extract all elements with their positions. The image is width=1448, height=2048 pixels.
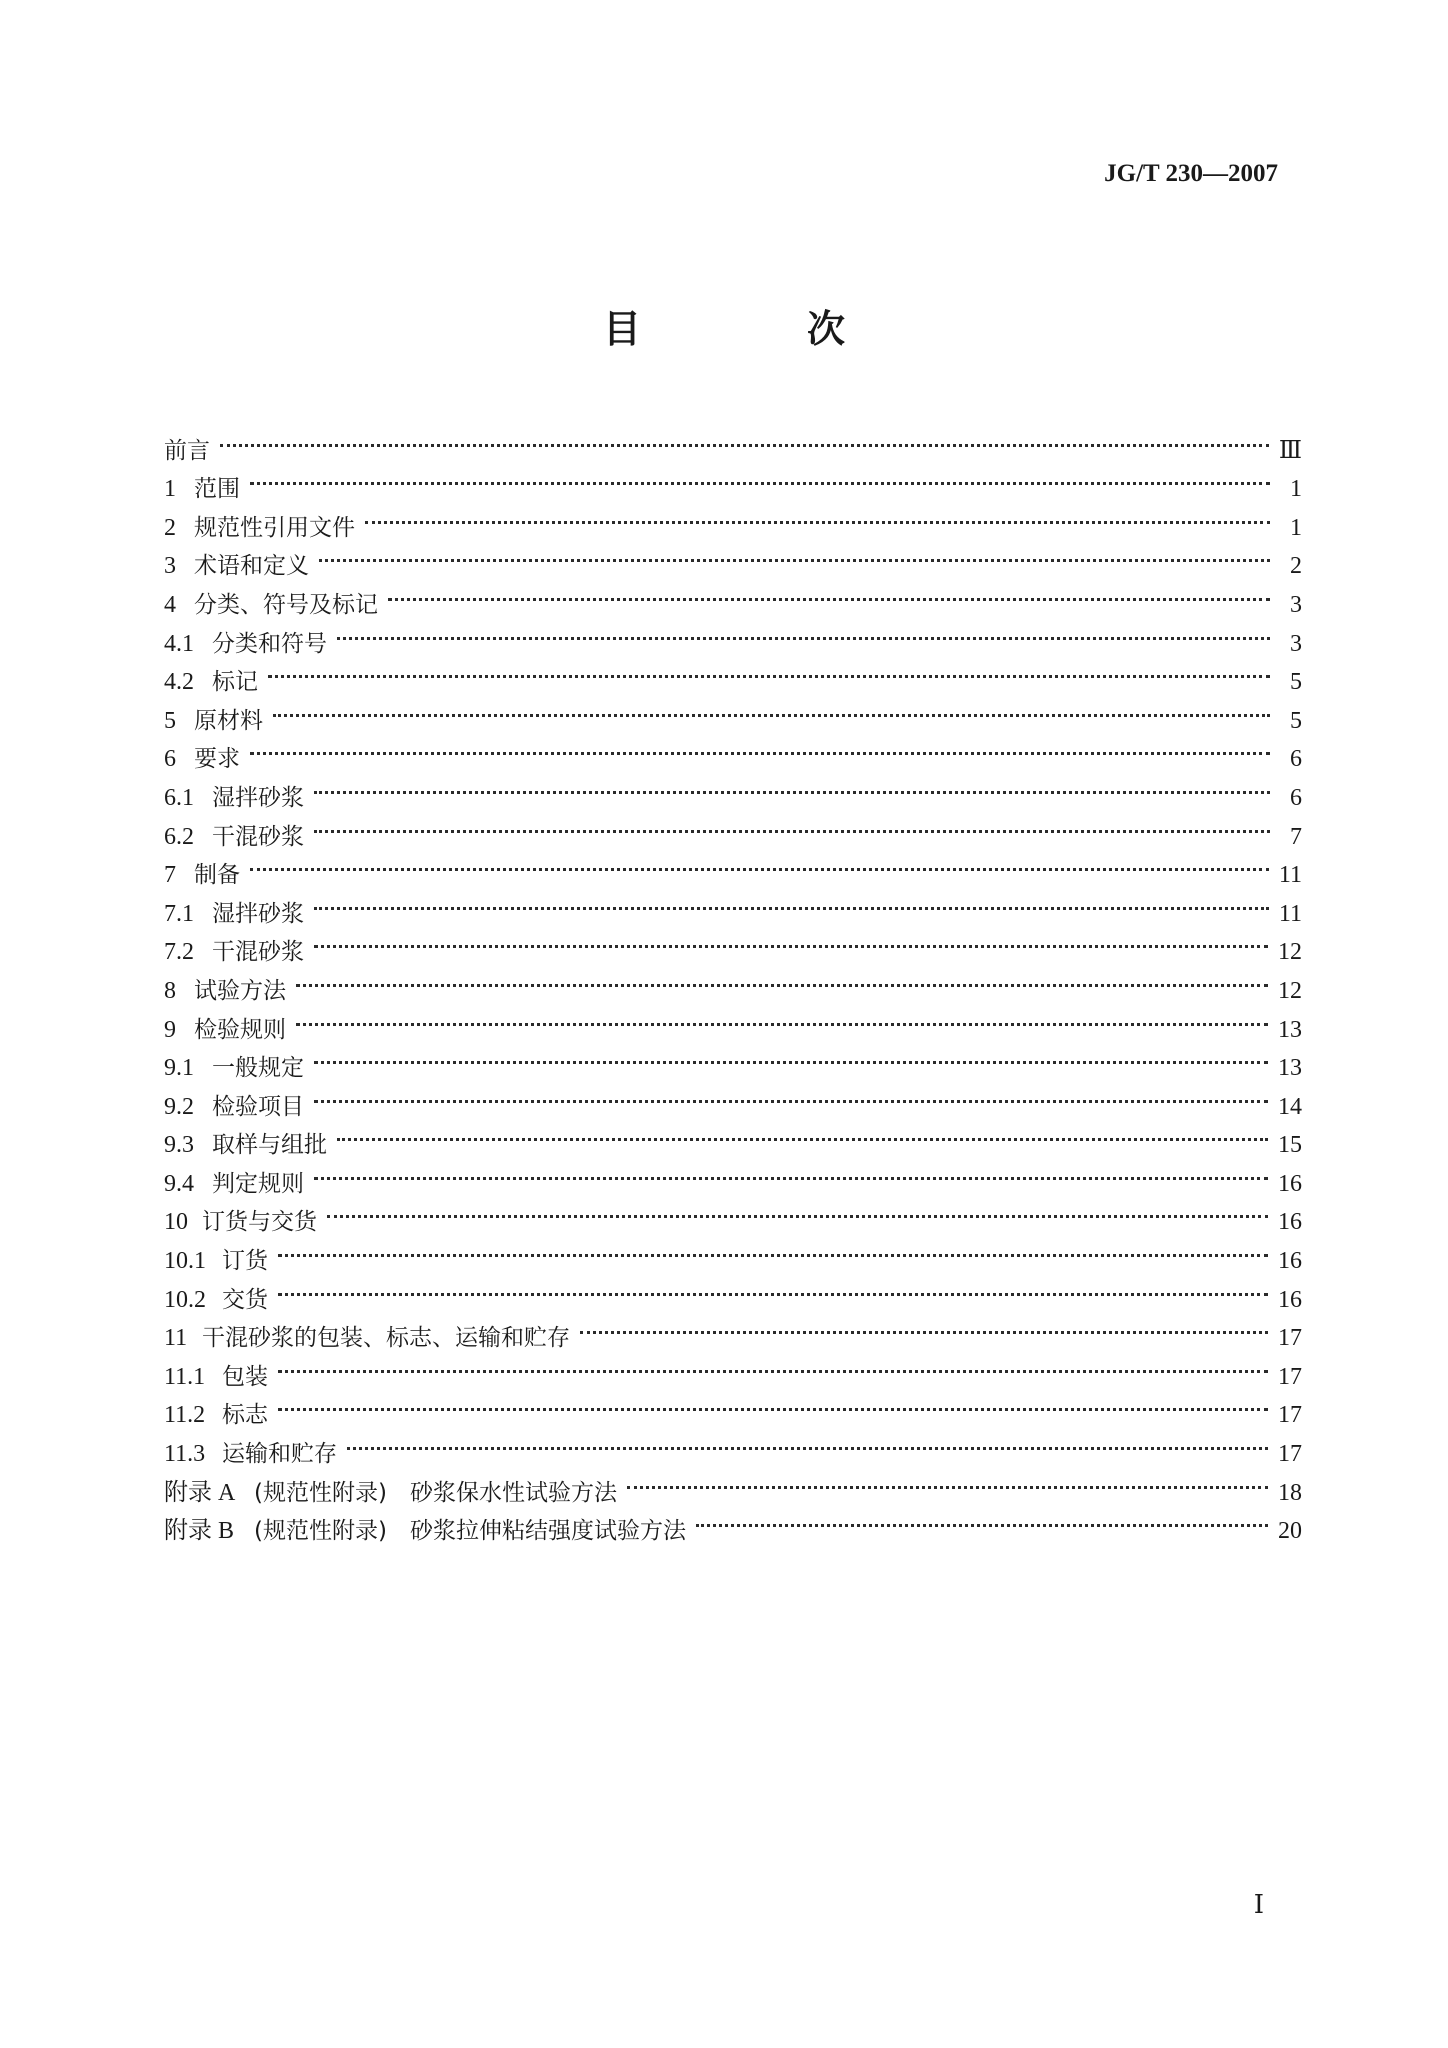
toc-entry-page: Ⅲ	[1278, 437, 1302, 464]
toc-entry-page: 11	[1278, 900, 1302, 927]
toc-entry-number: 11.3	[164, 1441, 206, 1468]
toc-entry[interactable]	[164, 1075, 1302, 1120]
toc-leader-dots	[696, 1500, 1268, 1539]
toc-entry-number: 7.1	[164, 900, 194, 927]
toc-entry-label: 干混砂浆的包装、标志、运输和贮存	[202, 1325, 570, 1352]
toc-entry[interactable]	[164, 1422, 1302, 1468]
toc-leader-dots	[296, 959, 1268, 998]
toc-entry[interactable]	[164, 419, 1302, 464]
toc-entry[interactable]	[164, 1384, 1302, 1429]
page-number: Ⅰ	[1253, 1890, 1264, 1919]
toc-leader-dots	[314, 1152, 1268, 1191]
toc-leader-dots	[627, 1461, 1268, 1500]
toc-entry-number: 10.1	[164, 1248, 206, 1275]
toc-entry-label: 分类和符号	[212, 630, 327, 657]
toc-leader-dots	[347, 1422, 1268, 1461]
toc-entry-number: 2	[164, 514, 176, 541]
toc-entry-label: 运输和贮存	[222, 1441, 337, 1468]
toc-entry-number: 8	[164, 977, 176, 1004]
toc-entry[interactable]	[164, 1268, 1302, 1313]
toc-entry[interactable]	[164, 689, 1302, 734]
toc-leader-dots	[273, 689, 1270, 728]
toc-entry-number: 11.1	[164, 1363, 206, 1390]
toc-entry-page: 3	[1290, 630, 1302, 657]
toc-entry-page: 18	[1278, 1479, 1302, 1506]
toc-leader-dots	[314, 882, 1269, 921]
toc-entry-number: 11.2	[164, 1402, 206, 1429]
toc-entry-page: 20	[1278, 1518, 1302, 1545]
toc-entry-label: 制备	[194, 862, 240, 889]
toc-entry-number: 附录 B	[164, 1518, 235, 1545]
toc-entry-number: 7.2	[164, 939, 194, 966]
toc-entry-page: 17	[1278, 1325, 1302, 1352]
toc-entry-page: 2	[1290, 553, 1302, 580]
toc-entry-number: 9.1	[164, 1055, 194, 1082]
toc-entry-number: 附录 A	[164, 1479, 236, 1506]
toc-leader-dots	[268, 651, 1270, 690]
toc-entry-page: 17	[1278, 1402, 1302, 1429]
toc-entry-page: 11	[1278, 862, 1302, 889]
toc-leader-dots	[278, 1345, 1268, 1384]
toc-entry-number: 9	[164, 1016, 176, 1043]
toc-entry-label: 一般规定	[212, 1055, 304, 1082]
toc-leader-dots	[220, 419, 1269, 458]
toc-entry[interactable]	[164, 959, 1302, 1004]
toc-entry-number: 4	[164, 591, 176, 618]
toc-entry-label: 干混砂浆	[212, 939, 304, 966]
toc-leader-dots	[337, 1114, 1268, 1153]
toc-leader-dots	[314, 805, 1270, 844]
toc-entry[interactable]	[164, 844, 1302, 889]
toc-leader-dots	[388, 573, 1270, 612]
toc-entry-label: 取样与组批	[212, 1132, 327, 1159]
toc-leader-dots	[278, 1268, 1268, 1307]
toc-leader-dots	[250, 844, 1269, 883]
toc-entry[interactable]	[164, 1037, 1302, 1082]
toc-entry-page: 15	[1278, 1132, 1302, 1159]
toc-leader-dots	[278, 1229, 1268, 1268]
toc-entry-page: 5	[1290, 707, 1302, 734]
page-title: 目 次	[602, 307, 909, 351]
toc-entry-number: 7	[164, 862, 176, 889]
toc-entry-page: 1	[1290, 476, 1302, 503]
toc-entry-page: 17	[1278, 1441, 1302, 1468]
toc-entry[interactable]	[164, 1345, 1302, 1390]
toc-entry[interactable]	[164, 1152, 1302, 1197]
toc-entry-page: 16	[1278, 1170, 1302, 1197]
toc-leader-dots	[580, 1307, 1268, 1346]
toc-entry[interactable]	[164, 728, 1302, 773]
toc-entry-label: (规范性附录) 砂浆拉伸粘结强度试验方法	[254, 1518, 686, 1545]
toc-entry-label: 分类、符号及标记	[194, 591, 378, 618]
toc-leader-dots	[296, 998, 1268, 1037]
toc-entry-page: 16	[1278, 1209, 1302, 1236]
toc-entry-label: 规范性引用文件	[194, 514, 355, 541]
toc-entry-page: 16	[1278, 1286, 1302, 1313]
toc-entry-page: 16	[1278, 1248, 1302, 1275]
toc-entry-page: 7	[1290, 823, 1302, 850]
toc-entry[interactable]	[164, 1229, 1302, 1275]
toc-leader-dots	[250, 458, 1270, 497]
toc-entry-page: 1	[1290, 514, 1302, 541]
toc-entry-label: 订货与交货	[202, 1209, 317, 1236]
table-of-contents	[164, 419, 1302, 1545]
toc-entry-label: 干混砂浆	[212, 823, 304, 850]
toc-entry-label: 原材料	[194, 707, 263, 734]
toc-entry-label: 订货	[222, 1248, 268, 1275]
toc-entry-label: 湿拌砂浆	[212, 900, 304, 927]
toc-leader-dots	[278, 1384, 1268, 1423]
toc-entry[interactable]	[164, 496, 1302, 541]
standard-code: JG/T 230—2007	[1104, 160, 1278, 187]
toc-entry[interactable]	[164, 998, 1302, 1043]
toc-entry-page: 13	[1278, 1016, 1302, 1043]
toc-leader-dots	[319, 535, 1270, 574]
toc-entry-page: 6	[1290, 746, 1302, 773]
toc-entry-page: 5	[1290, 669, 1302, 696]
toc-leader-dots	[365, 496, 1270, 535]
toc-entry-label: 包装	[222, 1363, 268, 1390]
toc-leader-dots	[314, 766, 1270, 805]
toc-entry-number: 3	[164, 553, 176, 580]
toc-entry[interactable]	[164, 1114, 1302, 1159]
toc-entry[interactable]	[164, 766, 1302, 811]
toc-entry-number: 10.2	[164, 1286, 206, 1313]
toc-entry-label: (规范性附录) 砂浆保水性试验方法	[254, 1479, 617, 1506]
toc-entry-page: 13	[1278, 1055, 1302, 1082]
toc-leader-dots	[314, 1037, 1268, 1076]
toc-entry[interactable]	[164, 1191, 1302, 1236]
toc-entry[interactable]	[164, 458, 1302, 503]
toc-entry[interactable]	[164, 805, 1302, 850]
toc-entry-number: 4.2	[164, 669, 194, 696]
toc-entry-label: 湿拌砂浆	[212, 784, 304, 811]
toc-entry[interactable]	[164, 921, 1302, 966]
toc-entry-number: 9.2	[164, 1093, 194, 1120]
toc-entry-label: 前言	[164, 437, 210, 464]
toc-entry-label: 试验方法	[194, 977, 286, 1004]
toc-entry-label: 判定规则	[212, 1170, 304, 1197]
toc-entry-number: 10	[164, 1209, 188, 1236]
toc-leader-dots	[327, 1191, 1268, 1230]
toc-entry-number: 6	[164, 746, 176, 773]
toc-entry[interactable]	[164, 573, 1302, 618]
toc-entry-number: 4.1	[164, 630, 194, 657]
toc-entry-label: 检验项目	[212, 1093, 304, 1120]
toc-entry-number: 11	[164, 1325, 188, 1352]
toc-leader-dots	[337, 612, 1270, 651]
toc-entry[interactable]	[164, 651, 1302, 696]
toc-entry[interactable]	[164, 1307, 1302, 1352]
toc-entry-number: 1	[164, 476, 176, 503]
toc-entry-page: 14	[1278, 1093, 1302, 1120]
toc-leader-dots	[250, 728, 1270, 767]
toc-entry-number: 9.4	[164, 1170, 194, 1197]
toc-entry-number: 6.2	[164, 823, 194, 850]
toc-entry-label: 交货	[222, 1286, 268, 1313]
toc-entry[interactable]	[164, 882, 1302, 927]
toc-entry-label: 范围	[194, 476, 240, 503]
toc-entry-page: 3	[1290, 591, 1302, 618]
toc-entry-page: 12	[1278, 939, 1302, 966]
toc-entry[interactable]	[164, 535, 1302, 580]
toc-leader-dots	[314, 921, 1268, 960]
toc-entry-page: 17	[1278, 1363, 1302, 1390]
toc-entry-page: 6	[1290, 784, 1302, 811]
toc-entry-page: 12	[1278, 977, 1302, 1004]
toc-entry-number: 9.3	[164, 1132, 194, 1159]
toc-entry-number: 5	[164, 707, 176, 734]
toc-entry-label: 检验规则	[194, 1016, 286, 1043]
toc-entry-label: 要求	[194, 746, 240, 773]
toc-entry-label: 术语和定义	[194, 553, 309, 580]
toc-entry-label: 标记	[212, 669, 258, 696]
toc-entry-label: 标志	[222, 1402, 268, 1429]
toc-leader-dots	[314, 1075, 1268, 1114]
toc-entry-number: 6.1	[164, 784, 194, 811]
